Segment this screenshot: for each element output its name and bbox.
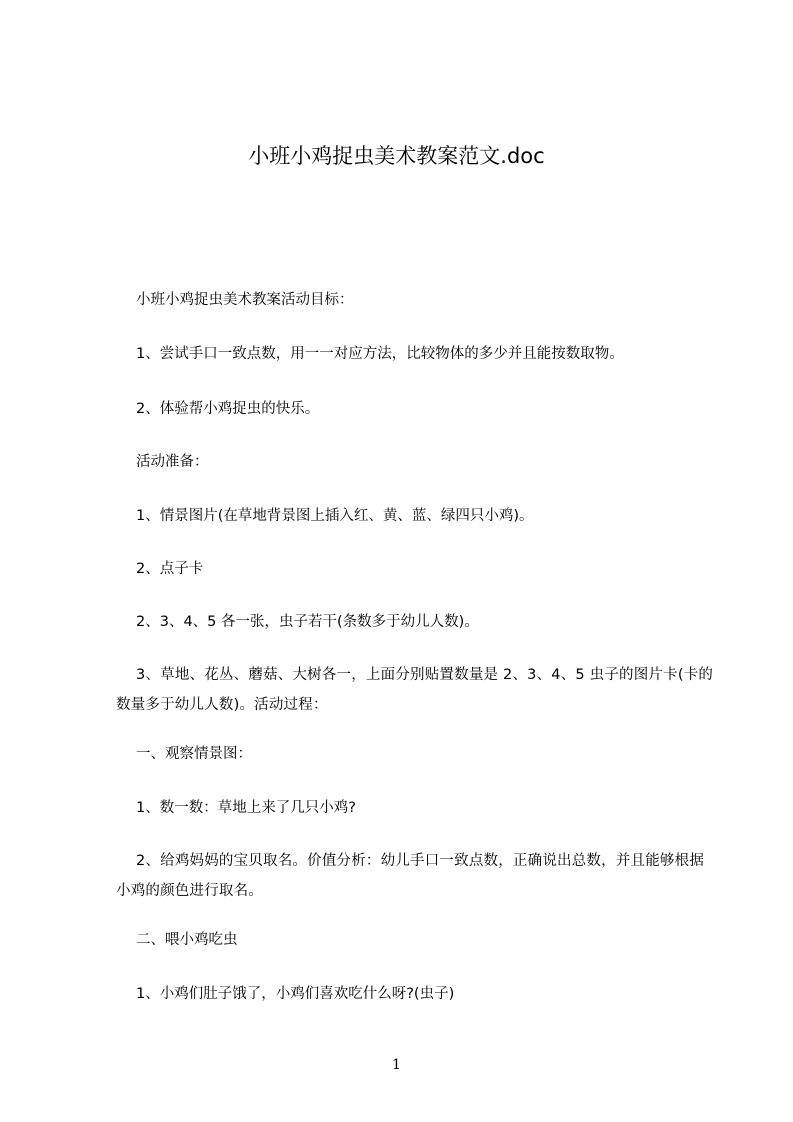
document-title: 小班小鸡捉虫美术教案范文.doc <box>248 144 545 168</box>
paragraph-process-step-2-1: 1、小鸡们肚子饿了，小鸡们喜欢吃什么呀?(虫子) <box>136 986 455 1002</box>
paragraph-objective-1: 1、尝试手口一致点数，用一一对应方法，比较物体的多少并且能按数取物。 <box>136 346 624 362</box>
paragraph-process-step-1-heading: 一、观察情景图： <box>136 746 252 762</box>
paragraph-preparation-2: 2、点子卡 <box>136 561 204 577</box>
paragraph-process-step-2-heading: 二、喂小鸡吃虫 <box>136 932 238 948</box>
paragraph-objectives-heading: 小班小鸡捉虫美术教案活动目标： <box>136 292 354 308</box>
paragraph-preparation-2-detail: 2、3、4、5 各一张，虫子若干(条数多于幼儿人数)。 <box>136 614 479 630</box>
paragraph-process-step-1-1: 1、数一数：草地上来了几只小鸡? <box>136 800 356 816</box>
paragraph-preparation-3: 3、草地、花丛、蘑菇、大树各一，上面分别贴置数量是 2、3、4、5 虫子的图片卡(卡的数量多于幼儿人数)。活动过程： <box>116 667 714 713</box>
paragraph-process-step-1-2: 2、给鸡妈妈的宝贝取名。价值分析：幼儿手口一致点数，正确说出总数，并且能够根据小鸡的颜色进行取名。 <box>116 853 705 899</box>
paragraph-preparation-heading: 活动准备： <box>136 454 209 470</box>
paragraph-preparation-1: 1、情景图片(在草地背景图上插入红、黄、蓝、绿四只小鸡)。 <box>136 508 534 524</box>
page-number: 1 <box>392 1057 401 1073</box>
paragraph-objective-2: 2、体验帮小鸡捉虫的快乐。 <box>136 401 320 417</box>
